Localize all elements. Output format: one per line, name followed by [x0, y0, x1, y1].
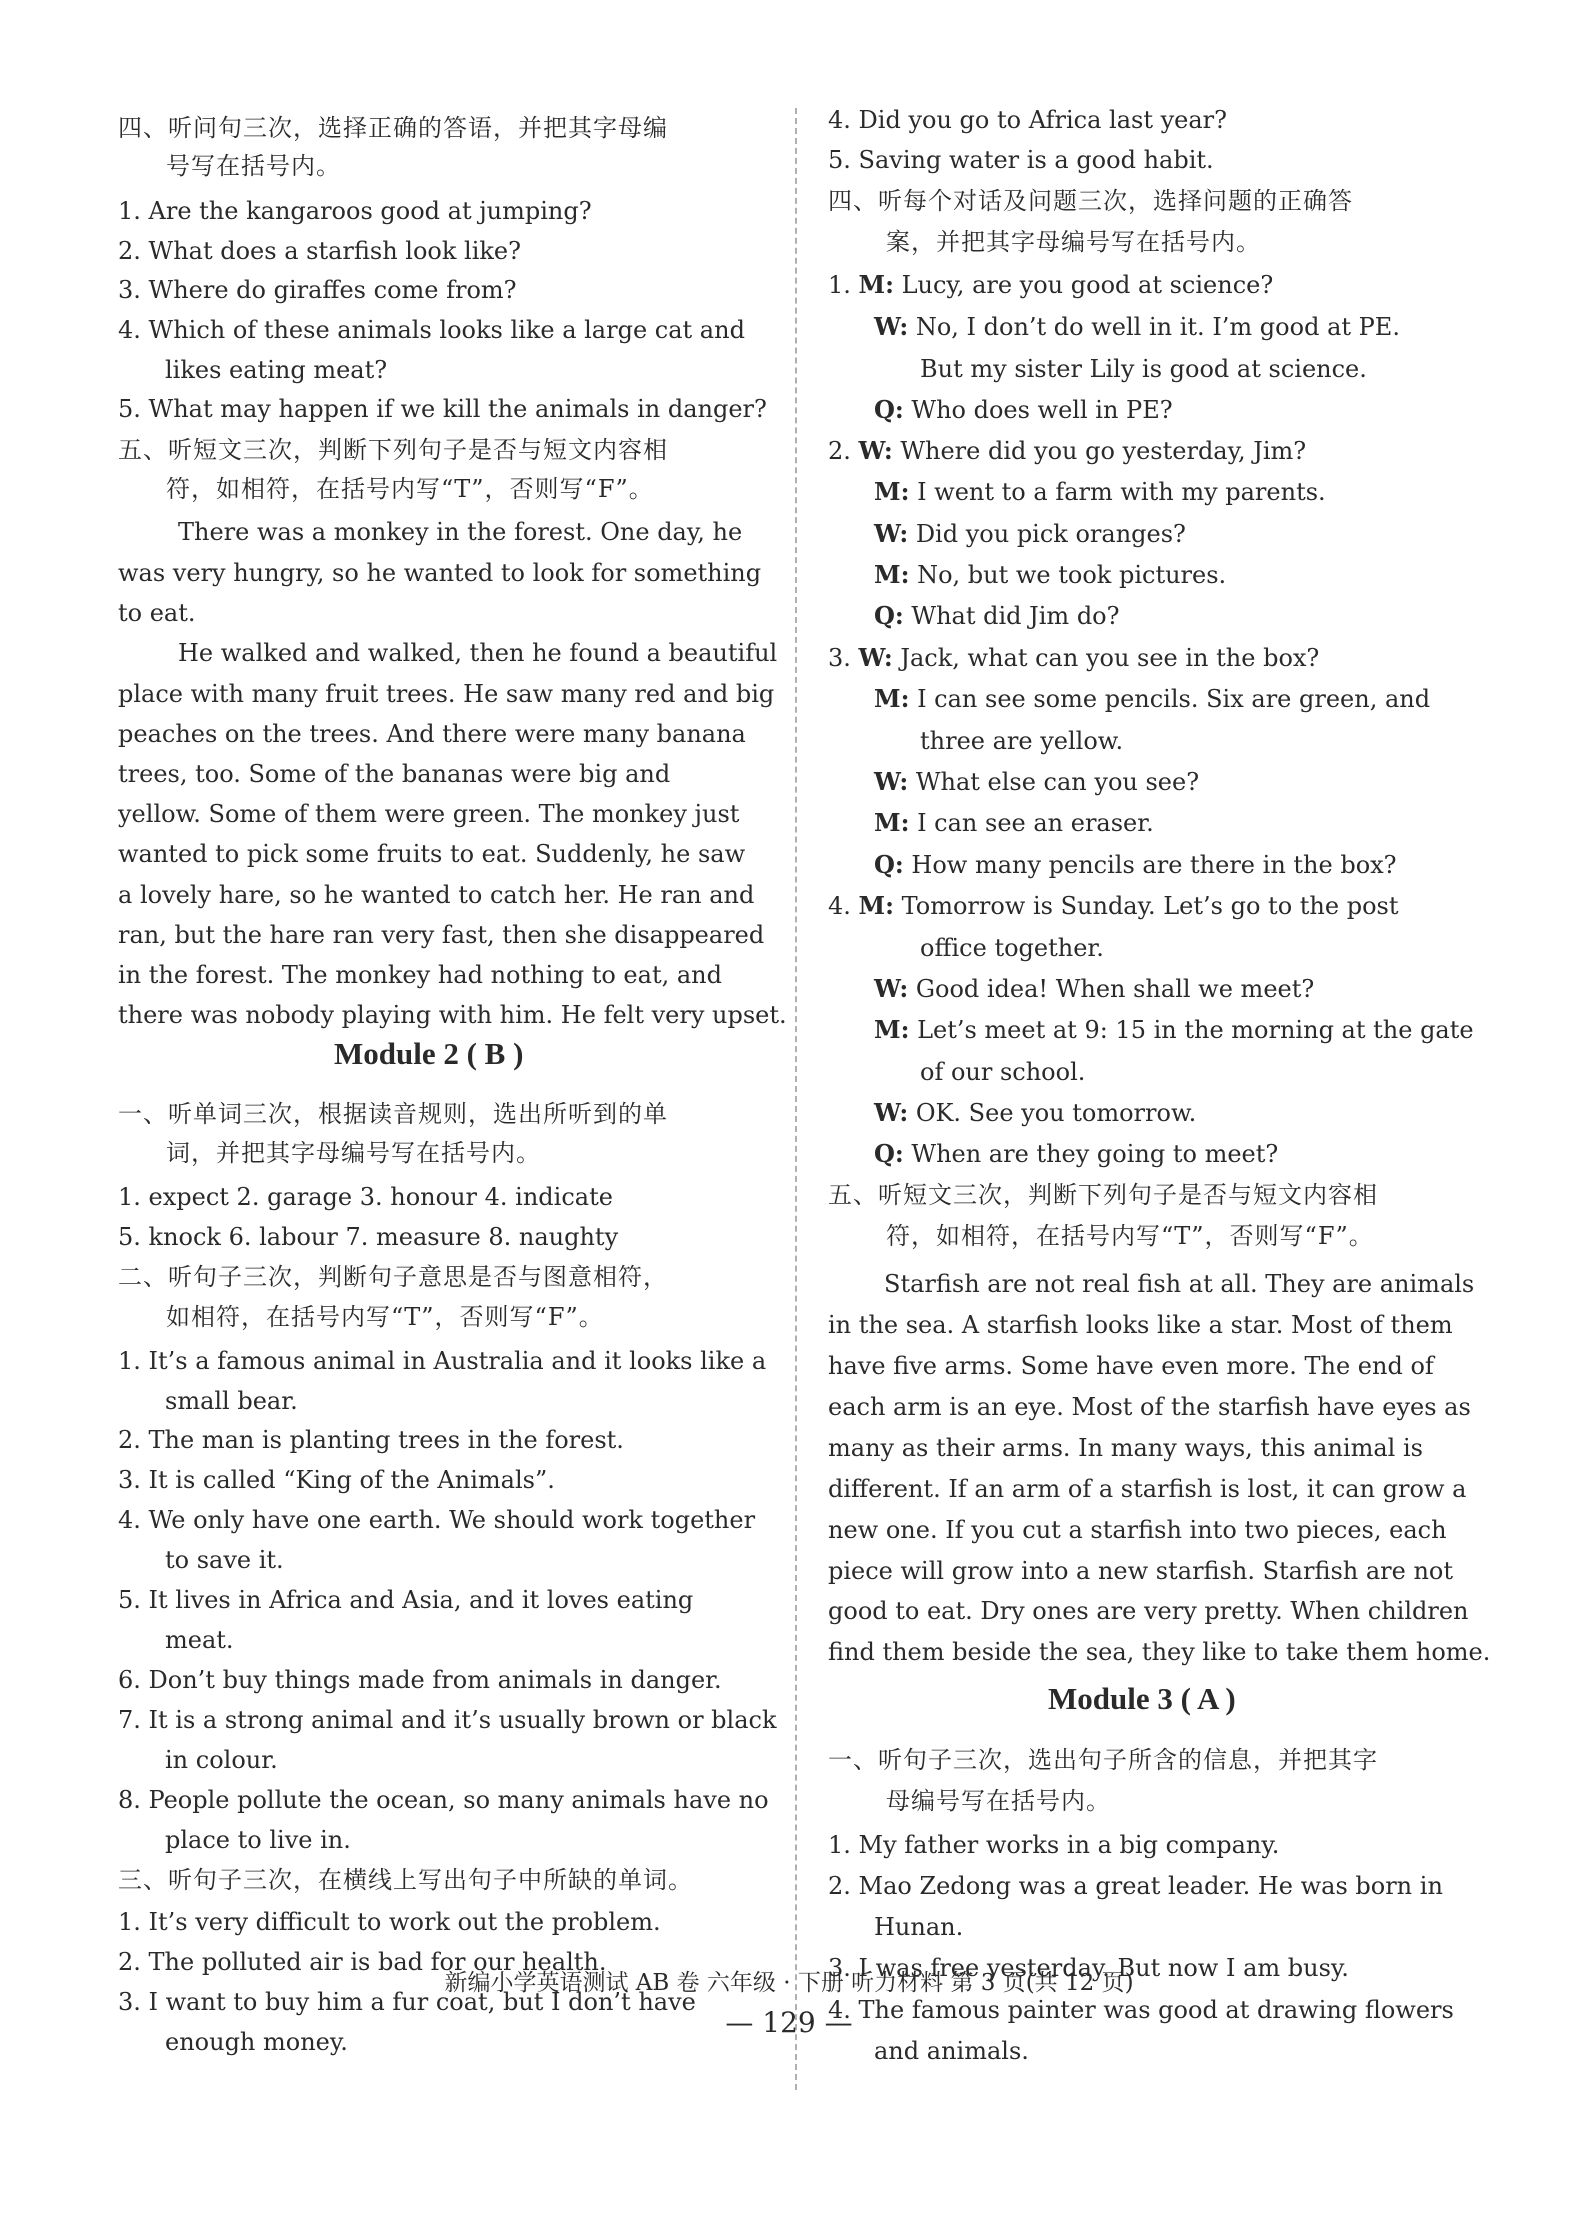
- text-line: 3. I was free yesterday. But now I am busy.: [828, 1954, 1349, 1982]
- text-line: trees, too. Some of the bananas were big and: [118, 760, 671, 788]
- speaker-label: Q:: [874, 601, 904, 630]
- text-line: 2. Mao Zedong was a great leader. He was born in: [828, 1872, 1443, 1900]
- speaker-label: Q:: [874, 1139, 904, 1168]
- footer-book-info: 新编小学英语测试 AB 卷 六年级 · 下册 听力材料 第 3 页(共 12 页): [444, 1970, 1134, 1996]
- speaker-label: M:: [874, 684, 910, 713]
- text-line: But my sister Lily is good at science.: [920, 355, 1367, 383]
- text-line: there was nobody playing with him. He felt very upset.: [118, 1001, 787, 1029]
- speaker-label: W:: [858, 643, 893, 672]
- section-instruction: 四、听问句三次，选择正确的答语，并把其字母编: [118, 114, 668, 142]
- speech-text: What did Jim do?: [903, 602, 1120, 630]
- text-line: 2. The polluted air is bad for our health.: [118, 1948, 607, 1976]
- section-instruction: 四、听每个对话及问题三次，选择问题的正确答: [828, 187, 1353, 215]
- text-line: and animals.: [874, 2037, 1029, 2065]
- dialogue-line: [874, 1099, 1196, 1127]
- text-line: different. If an arm of a starfish is lost, it can grow a: [828, 1475, 1467, 1503]
- text-line: 1. My father works in a big company.: [828, 1831, 1280, 1859]
- text-line: 4. The famous painter was good at drawing flowers: [828, 1996, 1454, 2024]
- dialogue-line: [874, 1140, 1278, 1168]
- item-number: 4.: [828, 892, 859, 920]
- section-instruction: 五、听短文三次，判断下列句子是否与短文内容相: [118, 436, 668, 464]
- speaker-label: W:: [874, 767, 909, 796]
- section-instruction: 二、听句子三次，判断句子意思是否与图意相符，: [118, 1263, 668, 1291]
- text-line: He walked and walked, then he found a beautiful: [178, 639, 778, 667]
- dialogue-line: [874, 975, 1314, 1003]
- text-line: 8. People pollute the ocean, so many animals have no: [118, 1786, 769, 1814]
- text-line: 5. Saving water is a good habit.: [828, 146, 1214, 174]
- text-line: have five arms. Some have even more. The end of: [828, 1352, 1434, 1380]
- dialogue-line: [874, 685, 1430, 713]
- text-line: place to live in.: [165, 1826, 351, 1854]
- speech-text: No, I don’t do well in it. I’m good at PE.: [908, 313, 1400, 341]
- text-line: a lovely hare, so he wanted to catch her. He ran and: [118, 881, 755, 909]
- item-number: 2.: [828, 437, 859, 465]
- speech-text: I can see some pencils. Six are green, and: [909, 685, 1431, 713]
- text-line: 5. It lives in Africa and Asia, and it loves eating: [118, 1586, 694, 1614]
- dialogue-line: [874, 602, 1120, 630]
- text-line: Starfish are not real fish at all. They are animals: [884, 1270, 1475, 1298]
- dialogue-line: [828, 437, 1306, 465]
- speech-text: What else can you see?: [908, 768, 1200, 796]
- speaker-label: W:: [874, 312, 909, 341]
- section-instruction: 母编号写在括号内。: [886, 1787, 1111, 1815]
- speech-text: No, but we took pictures.: [909, 561, 1227, 589]
- speech-text: I can see an eraser.: [909, 809, 1154, 837]
- dialogue-line: [874, 768, 1199, 796]
- dialogue-line: [828, 892, 1398, 920]
- text-line: 6. Don’t buy things made from animals in danger.: [118, 1666, 722, 1694]
- speech-text: Jack, what can you see in the box?: [892, 644, 1320, 672]
- text-line: many as their arms. In many ways, this animal is: [828, 1434, 1423, 1462]
- text-line: 1. Are the kangaroos good at jumping?: [118, 197, 592, 225]
- text-line: wanted to pick some fruits to eat. Suddenly, he saw: [118, 840, 746, 868]
- speech-text: Who does well in PE?: [903, 396, 1173, 424]
- text-line: to eat.: [118, 599, 196, 627]
- speech-text: Good idea! When shall we meet?: [908, 975, 1315, 1003]
- text-line: 1. expect 2. garage 3. honour 4. indicate: [118, 1183, 613, 1211]
- text-line: 1. It’s a famous animal in Australia and it looks like a: [118, 1347, 767, 1375]
- text-line: 2. What does a starfish look like?: [118, 237, 521, 265]
- speaker-label: M:: [858, 270, 894, 299]
- section-instruction: 一、听单词三次，根据读音规则，选出所听到的单: [118, 1100, 668, 1128]
- speech-text: How many pencils are there in the box?: [903, 851, 1397, 879]
- text-line: in the sea. A starfish looks like a star. Most of them: [828, 1311, 1453, 1339]
- speaker-label: Q:: [874, 395, 904, 424]
- text-line: 2. The man is planting trees in the forest.: [118, 1426, 624, 1454]
- speaker-label: M:: [874, 1015, 910, 1044]
- dialogue-line: [828, 271, 1273, 299]
- section-instruction: 一、听句子三次，选出句子所含的信息，并把其字: [828, 1746, 1378, 1774]
- footer-page-number: — 129 —: [725, 2006, 853, 2039]
- section-instruction: 五、听短文三次，判断下列句子是否与短文内容相: [828, 1181, 1378, 1209]
- speaker-label: M:: [874, 560, 910, 589]
- speech-text: Tomorrow is Sunday. Let’s go to the post: [893, 892, 1399, 920]
- text-line: Hunan.: [874, 1913, 964, 1941]
- section-instruction: 案，并把其字母编号写在括号内。: [886, 228, 1261, 256]
- speech-text: Let’s meet at 9: 15 in the morning at the gate: [909, 1016, 1474, 1044]
- text-line: There was a monkey in the forest. One day, he: [178, 518, 743, 546]
- text-line: 5. What may happen if we kill the animals in danger?: [118, 395, 767, 423]
- module-heading: Module 2 ( B ): [334, 1036, 524, 1071]
- text-line: each arm is an eye. Most of the starfish have eyes as: [828, 1393, 1471, 1421]
- text-line: in the forest. The monkey had nothing to eat, and: [118, 961, 722, 989]
- dialogue-line: [828, 644, 1319, 672]
- speech-text: When are they going to meet?: [903, 1140, 1279, 1168]
- text-line: yellow. Some of them were green. The monkey just: [118, 800, 740, 828]
- text-line: 5. knock 6. labour 7. measure 8. naughty: [118, 1223, 619, 1251]
- module-heading: Module 3 ( A ): [1048, 1681, 1236, 1716]
- section-instruction: 三、听句子三次，在横线上写出句子中所缺的单词。: [118, 1866, 693, 1894]
- text-line: 7. It is a strong animal and it’s usually brown or black: [118, 1706, 777, 1734]
- text-line: 3. It is called “King of the Animals”.: [118, 1466, 555, 1494]
- section-instruction: 词，并把其字母编号写在括号内。: [166, 1139, 541, 1167]
- text-line: office together.: [920, 934, 1104, 962]
- speaker-label: M:: [858, 891, 894, 920]
- speaker-label: Q:: [874, 850, 904, 879]
- text-line: 4. We only have one earth. We should work together: [118, 1506, 756, 1534]
- text-line: peaches on the trees. And there were many banana: [118, 720, 746, 748]
- text-line: new one. If you cut a starfish into two pieces, each: [828, 1516, 1447, 1544]
- text-line: 3. I want to buy him a fur coat, but I don’t have: [118, 1988, 696, 2016]
- item-number: 3.: [828, 644, 859, 672]
- dialogue-line: [874, 1016, 1474, 1044]
- text-line: of our school.: [920, 1058, 1086, 1086]
- dialogue-line: [874, 851, 1397, 879]
- section-instruction: 符，如相符，在括号内写“T”，否则写“F”。: [166, 475, 654, 503]
- speaker-label: M:: [874, 477, 910, 506]
- text-line: meat.: [165, 1626, 234, 1654]
- dialogue-line: [874, 809, 1154, 837]
- text-line: find them beside the sea, they like to take them home.: [828, 1638, 1491, 1666]
- dialogue-line: [874, 478, 1326, 506]
- speaker-label: M:: [874, 808, 910, 837]
- dialogue-line: [874, 561, 1226, 589]
- speaker-label: W:: [858, 436, 893, 465]
- text-line: ran, but the hare ran very fast, then she disappeared: [118, 921, 765, 949]
- text-line: three are yellow.: [920, 727, 1124, 755]
- section-instruction: 号写在括号内。: [166, 152, 341, 180]
- text-line: enough money.: [165, 2028, 348, 2056]
- section-instruction: 如相符，在括号内写“T”，否则写“F”。: [166, 1303, 604, 1331]
- text-line: 1. It’s very difficult to work out the problem.: [118, 1908, 661, 1936]
- section-instruction: 符，如相符，在括号内写“T”，否则写“F”。: [886, 1222, 1374, 1250]
- dialogue-line: [874, 520, 1186, 548]
- text-line: in colour.: [165, 1746, 278, 1774]
- dialogue-line: [874, 313, 1400, 341]
- text-line: was very hungry, so he wanted to look for something: [118, 559, 762, 587]
- text-line: 4. Which of these animals looks like a large cat and: [118, 316, 745, 344]
- text-line: to save it.: [165, 1546, 284, 1574]
- text-line: place with many fruit trees. He saw many red and big: [118, 680, 775, 708]
- speech-text: Did you pick oranges?: [908, 520, 1186, 548]
- text-line: small bear.: [165, 1387, 298, 1415]
- text-line: likes eating meat?: [165, 356, 388, 384]
- text-line: 4. Did you go to Africa last year?: [828, 106, 1227, 134]
- item-number: 1.: [828, 271, 859, 299]
- speech-text: Lucy, are you good at science?: [893, 271, 1274, 299]
- speech-text: Where did you go yesterday, Jim?: [892, 437, 1307, 465]
- column-divider: [795, 108, 797, 2090]
- dialogue-line: [874, 396, 1173, 424]
- speaker-label: W:: [874, 974, 909, 1003]
- text-line: piece will grow into a new starfish. Starfish are not: [828, 1557, 1454, 1585]
- speech-text: OK. See you tomorrow.: [908, 1099, 1197, 1127]
- text-line: good to eat. Dry ones are very pretty. When children: [828, 1597, 1469, 1625]
- speech-text: I went to a farm with my parents.: [909, 478, 1326, 506]
- text-line: 3. Where do giraffes come from?: [118, 276, 517, 304]
- speaker-label: W:: [874, 1098, 909, 1127]
- speaker-label: W:: [874, 519, 909, 548]
